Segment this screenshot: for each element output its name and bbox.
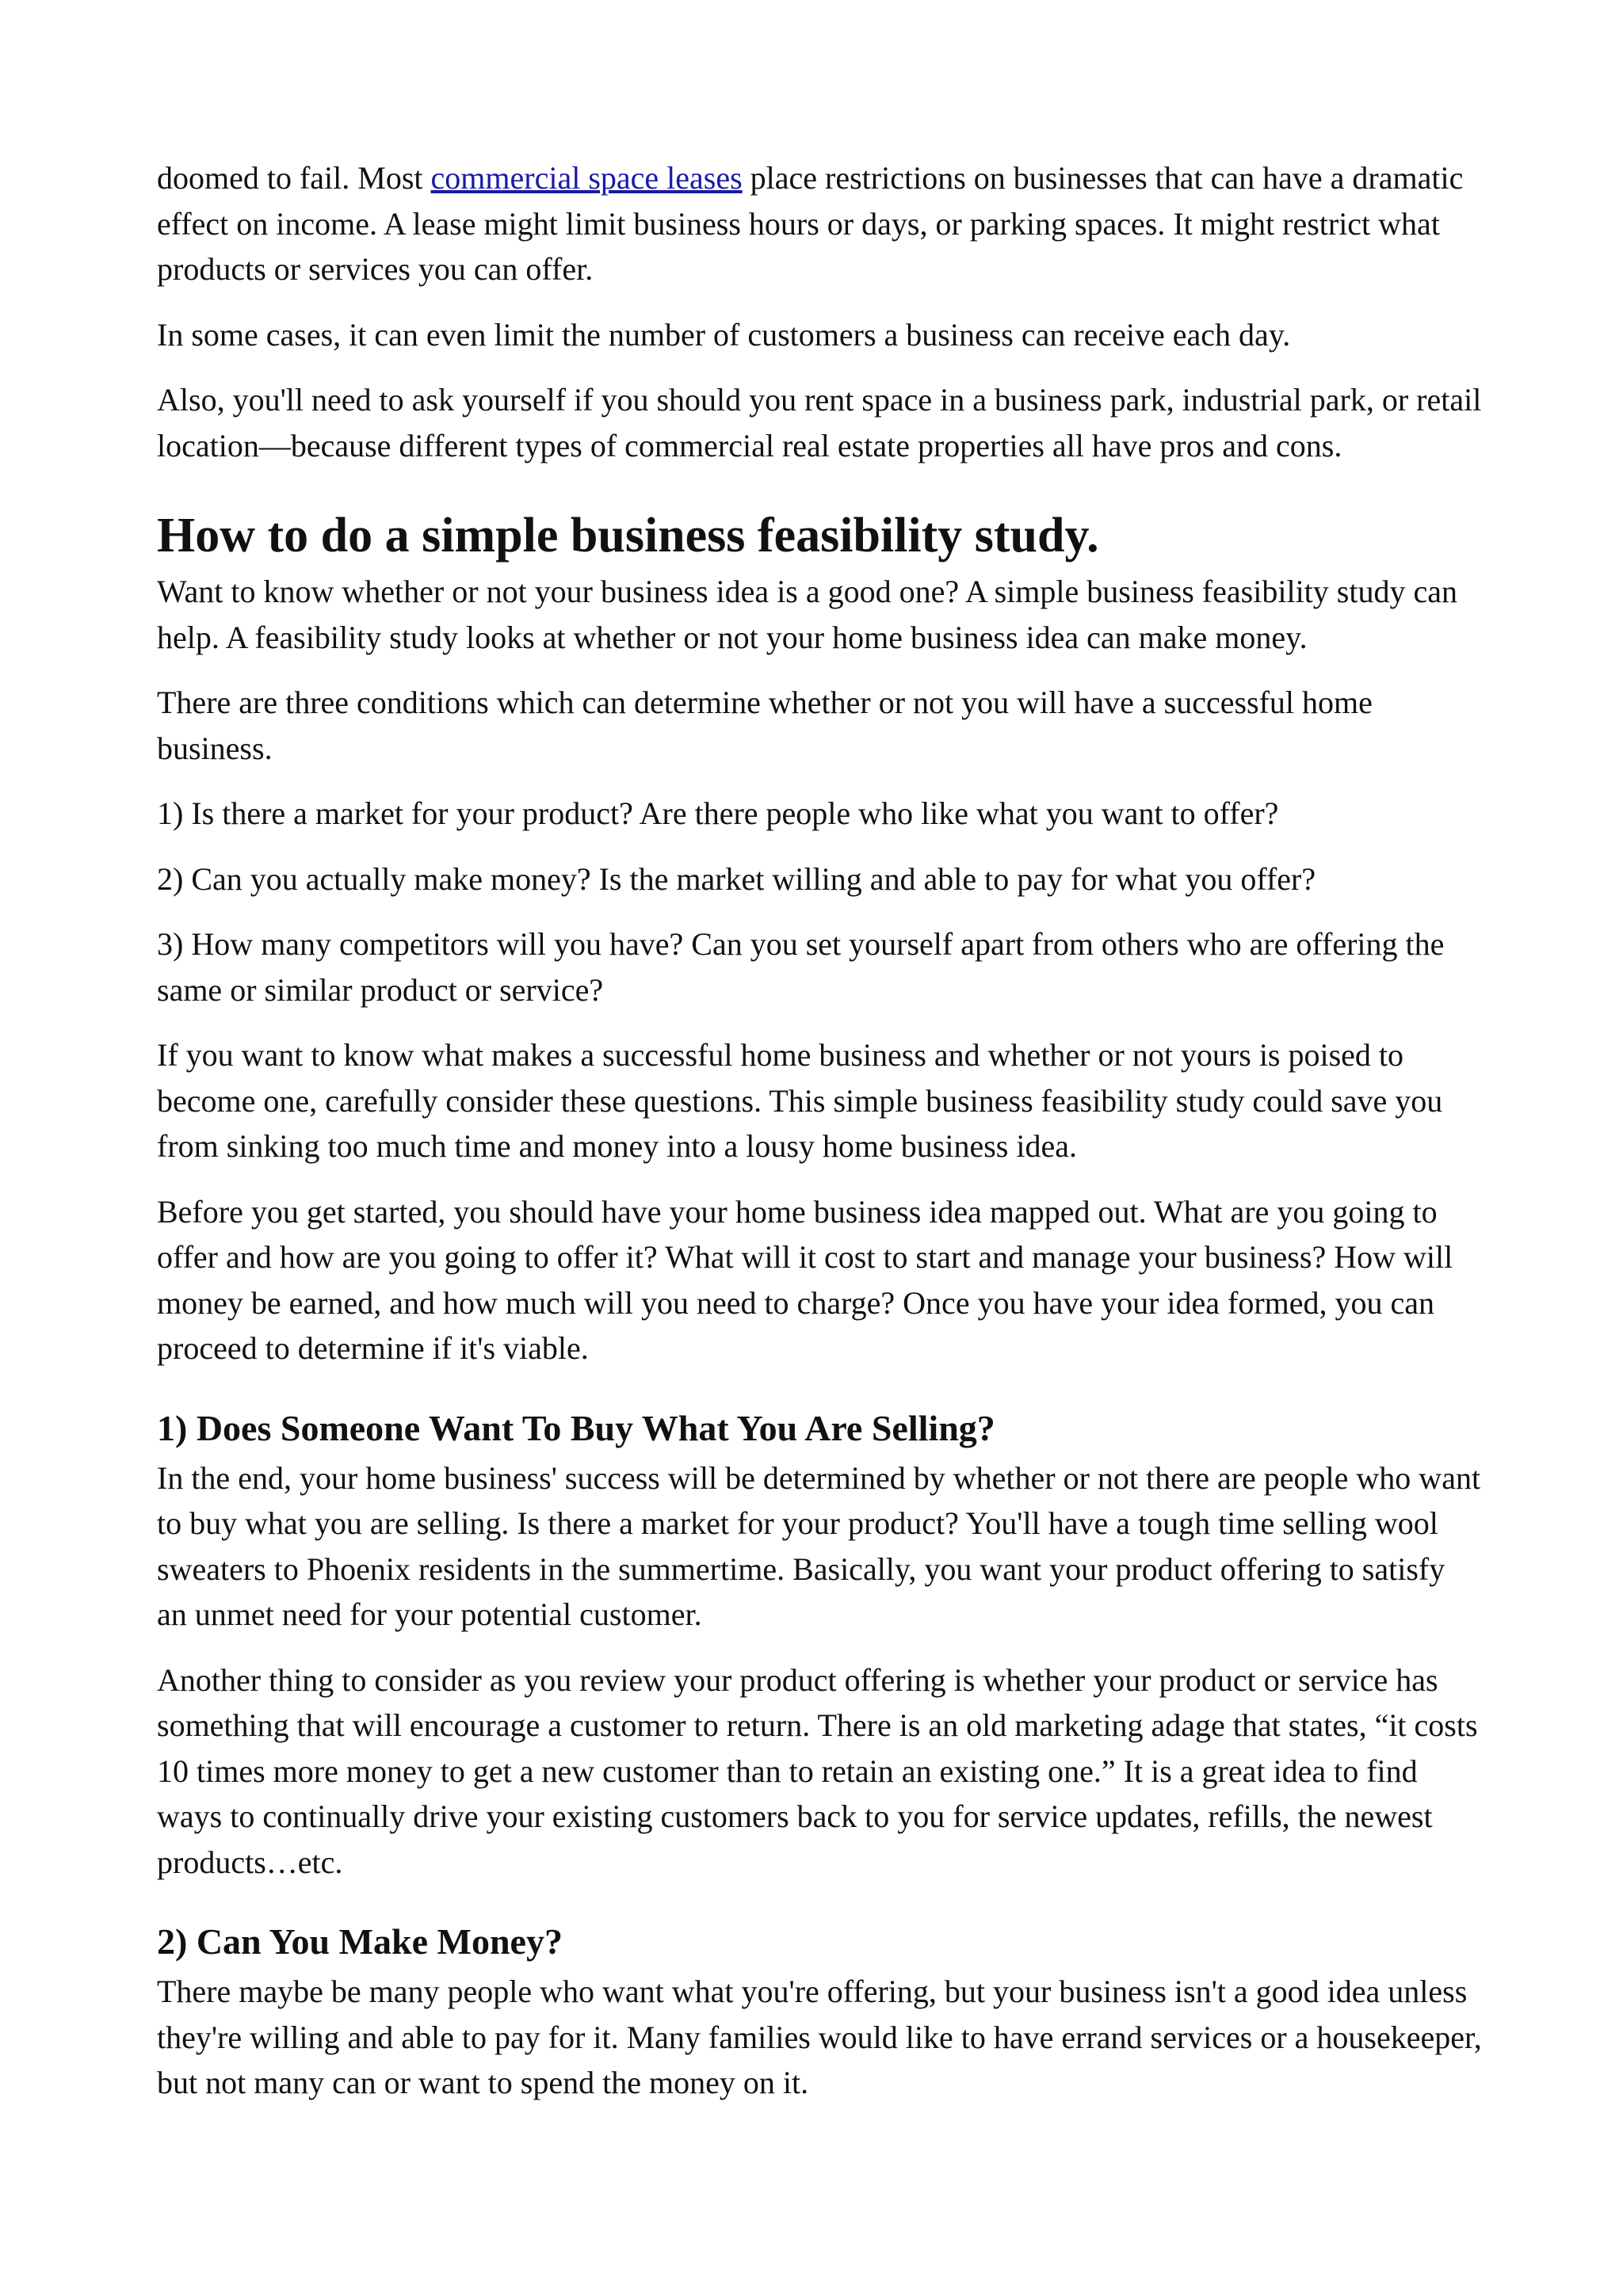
section-2-heading: 2) Can You Make Money? — [157, 1921, 563, 1962]
section-1-paragraph-2: Another thing to consider as you review your product offering is whether your product or service has something that will encourage a customer to return. There is an old marketing adage that states, “it costs 10 times more money to get a new customer than to retain an existing one.” It is a great idea to find ways to continually drive your existing customers back to you for service updates, refills, the newest products…etc. — [157, 1661, 1478, 1880]
intro-text-before-link: doomed to fail. Most — [157, 160, 431, 196]
intro-paragraph-2: In some cases, it can even limit the number of customers a business can receive each day. — [157, 316, 1291, 353]
feasibility-heading: How to do a simple business feasibility study. — [157, 509, 1099, 563]
intro-paragraph-3: Also, you'll need to ask yourself if you should you rent space in a business park, industrial park, or retail location—because different types of commercial real estate properties all have pros and cons. — [157, 382, 1482, 463]
section-1-paragraph-1: In the end, your home business' success will be determined by whether or not there are people who want to buy what you are selling. Is there a market for your product? You'll have a tough time selling wool sweaters to Phoenix residents in the summertime. Basically, you want your product offering to satisfy an unmet need for your potential customer. — [157, 1459, 1481, 1632]
intro-paragraph-1 — [157, 155, 1482, 292]
document-page — [157, 155, 1482, 2126]
feasibility-paragraph-2: There are three conditions which can determine whether or not you will have a successful home business. — [157, 685, 1373, 766]
feasibility-paragraph-1: Want to know whether or not your business idea is a good one? A simple business feasibility study can help. A feasibility study looks at whether or not your home business idea can make money. — [157, 574, 1457, 655]
condition-item-1: 1) Is there a market for your product? Are there people who like what you want to offer? — [157, 795, 1279, 831]
section-2-paragraph-1: There maybe be many people who want what you're offering, but your business isn't a good idea unless they're willing and able to pay for it. Many families would like to have errand services or a housekeeper, but not many can or want to spend the money on it. — [157, 1974, 1482, 2100]
section-1-heading: 1) Does Someone Want To Buy What You Are Selling? — [157, 1407, 995, 1448]
feasibility-paragraph-4: Before you get started, you should have your home business idea mapped out. What are you going to offer and how are you going to offer it? What will it cost to start and manage your business? How will money be earned, and how much will you need to charge? Once you have your idea formed, you can proceed to determine if it's viable. — [157, 1193, 1453, 1366]
condition-item-3: 3) How many competitors will you have? Can you set yourself apart from others who are offering the same or similar product or service? — [157, 926, 1445, 1008]
condition-item-2: 2) Can you actually make money? Is the market willing and able to pay for what you offer? — [157, 860, 1316, 897]
feasibility-paragraph-3: If you want to know what makes a successful home business and whether or not yours is poised to become one, carefully consider these questions. This simple business feasibility study could save you from sinking too much time and money into a lousy home business idea. — [157, 1037, 1443, 1164]
commercial-space-leases-link[interactable]: commercial space leases — [430, 160, 743, 196]
intro-text-after-link: place restrictions on businesses that can have a dramatic effect on income. A lease might limit business hours or days, or parking spaces. It might restrict what products or services you can offer. — [157, 160, 1464, 287]
